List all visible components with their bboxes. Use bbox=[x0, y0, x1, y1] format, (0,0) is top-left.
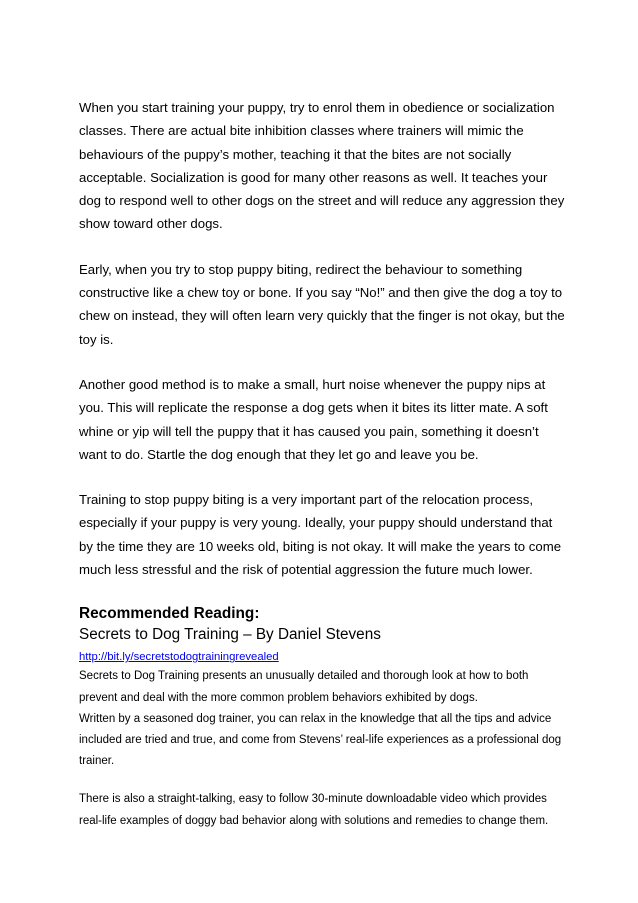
paragraph-redirect-behaviour: Early, when you try to stop puppy biting, redirect the behaviour to something constructive like a chew toy or bone. If you say “No!” and then give the dog a toy to chew on instead, they will often learn very quickly that the finger is not okay, but the toy is. bbox=[79, 261, 565, 347]
book-description-2: Written by a seasoned dog trainer, you can relax in the knowledge that all the tips and advice included are tried and true, and come from Stevens’ real-life experiences as a professional dog trainer. bbox=[79, 712, 562, 768]
book-description-3: There is also a straight-talking, easy to follow 30-minute downloadable video which provides real-life examples of doggy bad behavior along with solutions and remedies to change them. bbox=[79, 793, 549, 827]
book-title: Secrets to Dog Training – By Daniel Stevens bbox=[79, 626, 381, 644]
paragraph-hurt-noise: Another good method is to make a small, hurt noise whenever the puppy nips at you. This will replicate the response a dog gets when it bites its litter mate. A soft whine or yip will tell the puppy that it has caused you pain, something it doesn’t want to do. Startle the dog enough that they let go and leave you be. bbox=[79, 376, 548, 462]
document-page bbox=[79, 96, 567, 832]
paragraph-enrol-classes: When you start training your puppy, try to enrol them in obedience or socialization classes. There are actual bite inhibition classes where trainers will mimic the behaviours of the puppy’s mother, teaching it that the bites are not socially acceptable. Socialization is good for many other reasons as well. It teaches your dog to respond well to other dogs on the street and will reduce any aggression they show toward other dogs. bbox=[79, 100, 565, 232]
paragraph-training-importance: Training to stop puppy biting is a very important part of the relocation process, especially if your puppy is very young. Ideally, your puppy should understand that by the time they are 10 weeks old, biting is not okay. It will make the years to come much less stressful and the risk of potential aggression the future much lower. bbox=[79, 492, 562, 578]
book-link[interactable]: http://bit.ly/secretstodogtrainingrevealed bbox=[79, 651, 279, 664]
recommended-reading-heading: Recommended Reading: bbox=[79, 605, 260, 623]
book-description-1: Secrets to Dog Training presents an unusually detailed and thorough look at how to both prevent and deal with the more common problem behaviors exhibited by dogs. bbox=[79, 670, 529, 704]
